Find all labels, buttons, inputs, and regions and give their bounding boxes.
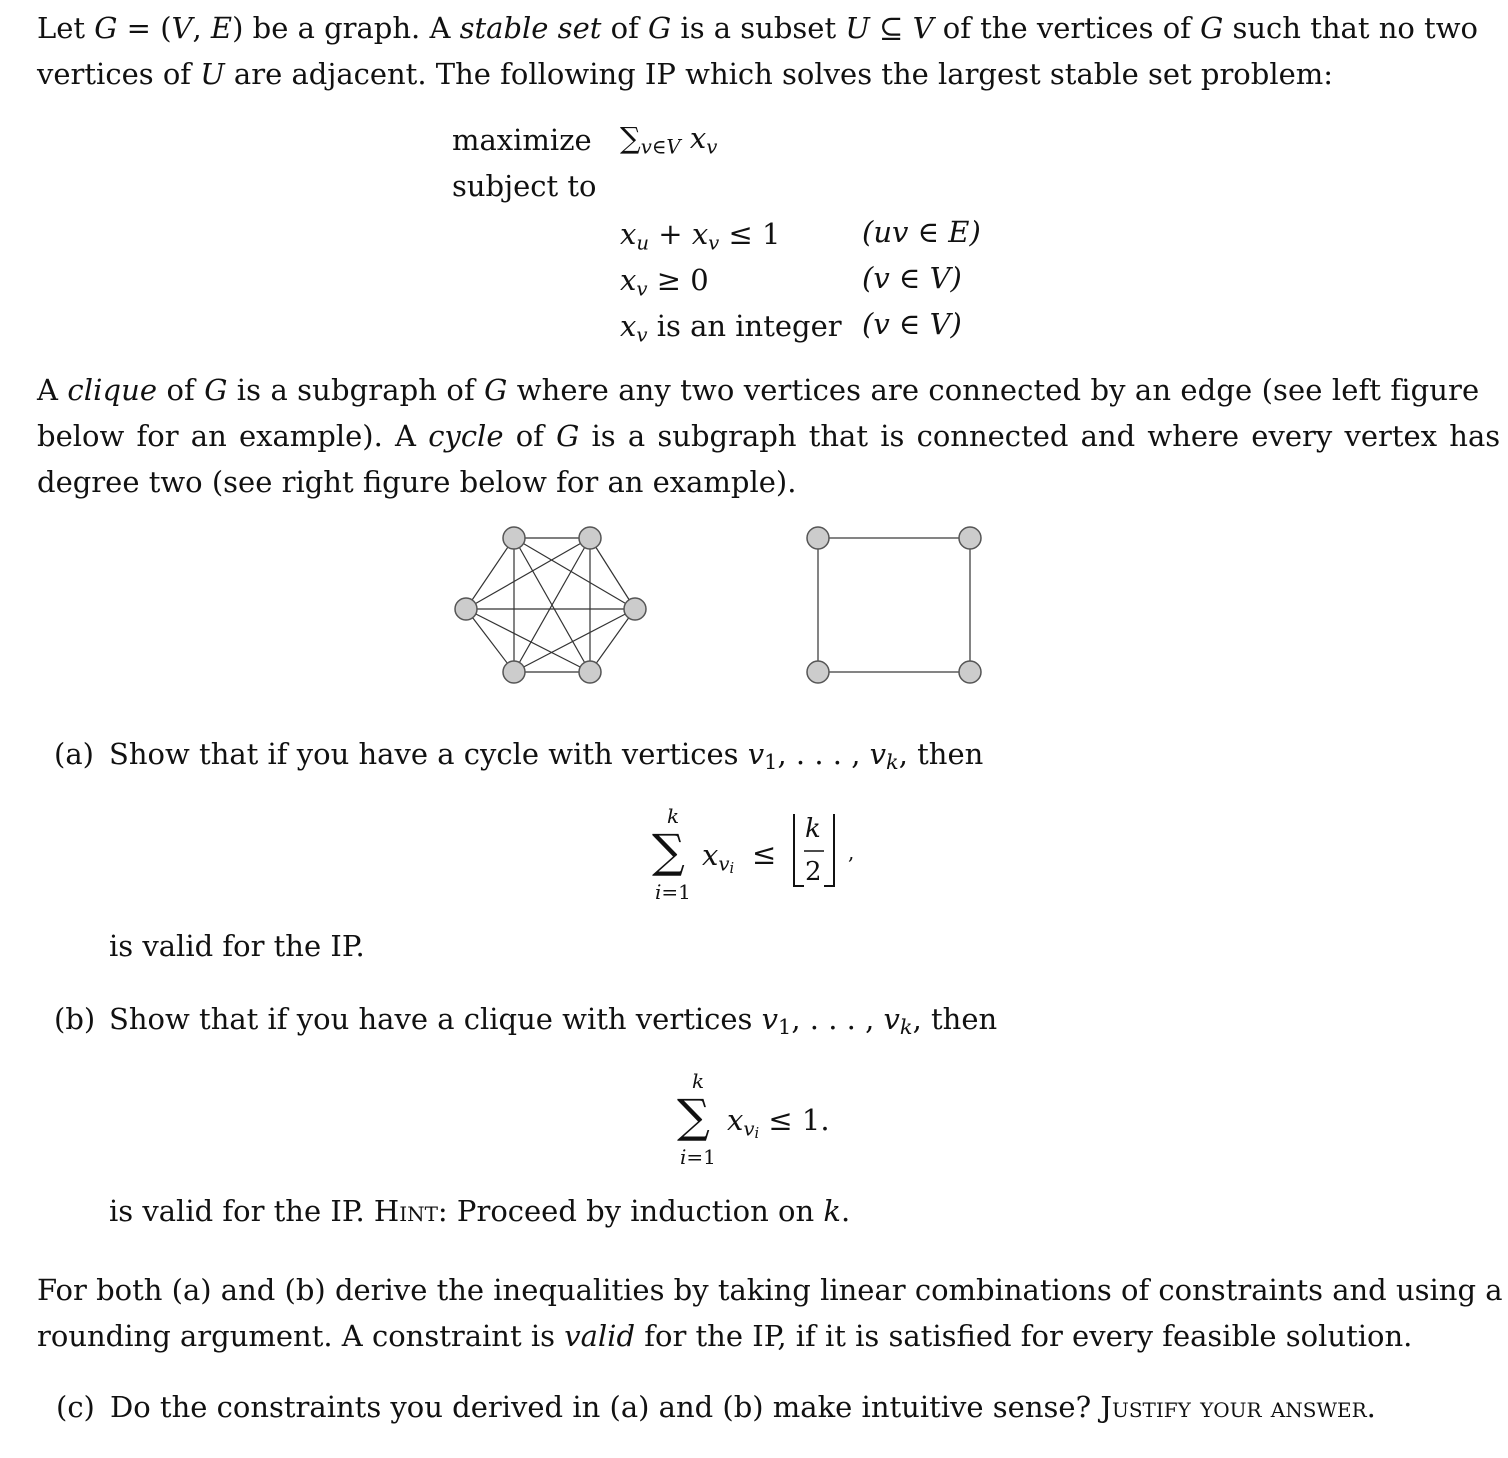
part-a-trailing-comma: , bbox=[848, 840, 855, 864]
justify-instruction: Justify your answer. bbox=[1100, 1390, 1376, 1424]
math-U: U bbox=[200, 57, 225, 91]
term-clique: clique bbox=[67, 373, 158, 407]
math-U: U bbox=[845, 11, 870, 45]
text: A bbox=[37, 373, 68, 407]
text: is valid for the IP. bbox=[109, 1194, 374, 1228]
subscript: v bbox=[743, 1117, 755, 1141]
part-a-conclusion: is valid for the IP. bbox=[109, 929, 365, 963]
text: is a subgraph that is connected and where every vertex has bbox=[579, 419, 1501, 453]
cycle-node bbox=[807, 527, 829, 549]
subsubscript: i bbox=[754, 1125, 760, 1142]
text: ) be a graph. A bbox=[232, 11, 460, 45]
part-a-relation: ≤ bbox=[752, 837, 777, 871]
math-G: G bbox=[648, 11, 672, 45]
clique-node bbox=[579, 661, 601, 683]
clique-node bbox=[579, 527, 601, 549]
text: , then bbox=[912, 1002, 998, 1036]
ip-constraint-2-rhs: (v ∈ V) bbox=[862, 261, 962, 295]
subscript: 1 bbox=[778, 1015, 792, 1040]
text: = ( bbox=[117, 11, 172, 45]
subscript: 1 bbox=[764, 750, 778, 775]
sum-subscript: v∈V bbox=[640, 135, 681, 159]
part-b-conclusion bbox=[109, 1194, 851, 1228]
text: is a subgraph of bbox=[227, 373, 485, 407]
math-V: V bbox=[912, 11, 934, 45]
cycle-node bbox=[959, 527, 981, 549]
math-G: G bbox=[94, 11, 118, 45]
var-v: v bbox=[747, 737, 765, 771]
subscript: u bbox=[636, 231, 650, 255]
var-x: x bbox=[620, 309, 637, 343]
text: , . . . , bbox=[791, 1002, 884, 1036]
ip-objective bbox=[620, 121, 718, 159]
part-b-sum-symbol: ∑ bbox=[677, 1089, 710, 1143]
var-x: x bbox=[620, 217, 637, 251]
cycle-node bbox=[807, 661, 829, 683]
part-a-statement bbox=[109, 737, 984, 775]
part-b-sum-upper: k bbox=[692, 1069, 705, 1093]
part-a-frac-denominator: 2 bbox=[805, 857, 822, 887]
math-V: V bbox=[171, 11, 193, 45]
part-b-label: (b) bbox=[54, 1002, 96, 1036]
ip-constraint-3-rhs: (v ∈ V) bbox=[862, 307, 962, 341]
text: is an integer bbox=[647, 309, 842, 343]
cycle-nodes bbox=[807, 527, 981, 683]
subsubscript: i bbox=[729, 860, 735, 877]
text: Show that if you have a cycle with vertices bbox=[109, 737, 748, 771]
var-x: x bbox=[727, 1103, 744, 1137]
math-G: G bbox=[484, 373, 508, 407]
text: Show that if you have a clique with vertices bbox=[109, 1002, 762, 1036]
text: , then bbox=[898, 737, 984, 771]
sum-symbol: ∑ bbox=[620, 121, 641, 155]
term-valid: valid bbox=[564, 1319, 636, 1353]
text: of bbox=[601, 11, 649, 45]
part-a-sum-symbol: ∑ bbox=[652, 824, 685, 878]
ip-constraint-1-rhs: (uv ∈ E) bbox=[862, 215, 981, 249]
subscript: v bbox=[718, 852, 730, 876]
cycle-edges bbox=[818, 538, 970, 672]
var-x: x bbox=[689, 121, 707, 155]
defs-line-2 bbox=[37, 419, 1501, 453]
part-a-term bbox=[702, 838, 735, 877]
clique-node bbox=[503, 661, 525, 683]
hint-label: Hint: bbox=[373, 1194, 448, 1228]
var-v: v bbox=[761, 1002, 779, 1036]
clique-figure bbox=[440, 518, 680, 698]
defs-line-3: degree two (see right figure below for an example). bbox=[37, 465, 797, 499]
var-x: x bbox=[620, 263, 637, 297]
part-c-label: (c) bbox=[56, 1390, 95, 1424]
ip-constraint-3-lhs bbox=[620, 309, 842, 347]
text: ⊆ bbox=[869, 11, 913, 45]
text: + bbox=[649, 217, 692, 251]
defs-line-1 bbox=[37, 373, 1480, 407]
part-a-frac-numerator: k bbox=[805, 814, 821, 844]
part-b-statement bbox=[109, 1002, 998, 1040]
closing-line-1: For both (a) and (b) derive the inequalities by taking linear combinations of constraints and using a bbox=[37, 1273, 1503, 1307]
text: Let bbox=[37, 11, 95, 45]
text: ≤ 1 bbox=[719, 217, 781, 251]
term-cycle: cycle bbox=[428, 419, 504, 453]
text: vertices of bbox=[37, 57, 201, 91]
var-v: v bbox=[883, 1002, 900, 1036]
clique-node bbox=[624, 598, 646, 620]
intro-line-2 bbox=[37, 57, 1334, 91]
term-stable-set: stable set bbox=[459, 11, 602, 45]
text: for the IP, if it is satisfied for every feasible solution. bbox=[635, 1319, 1413, 1353]
ip-constraint-1-lhs bbox=[620, 217, 781, 255]
text: of the vertices of bbox=[933, 11, 1201, 45]
text: where any two vertices are connected by an edge (see left figure bbox=[507, 373, 1480, 407]
subscript: v bbox=[636, 323, 648, 347]
subscript: v bbox=[708, 231, 720, 255]
clique-nodes bbox=[455, 527, 646, 683]
part-a-sum-upper: k bbox=[667, 804, 680, 828]
closing-line-2 bbox=[37, 1319, 1413, 1353]
text: , . . . , bbox=[777, 737, 870, 771]
text: of bbox=[503, 419, 557, 453]
cycle-node bbox=[959, 661, 981, 683]
math-G: G bbox=[556, 419, 580, 453]
clique-node bbox=[455, 598, 477, 620]
math-E: E bbox=[210, 11, 233, 45]
math-G: G bbox=[1200, 11, 1224, 45]
var-x: x bbox=[691, 217, 709, 251]
part-a-label: (a) bbox=[54, 737, 94, 771]
var-k: k bbox=[823, 1194, 841, 1228]
text: Proceed by induction on bbox=[447, 1194, 824, 1228]
clique-edges bbox=[466, 538, 635, 672]
text: . bbox=[840, 1194, 851, 1228]
subscript: k bbox=[886, 750, 899, 775]
text: rounding argument. A constraint is bbox=[37, 1319, 565, 1353]
text: are adjacent. The following IP which solves the largest stable set problem: bbox=[224, 57, 1334, 91]
text: of bbox=[157, 373, 205, 407]
relation: ≤ 1. bbox=[759, 1103, 830, 1137]
var-x: x bbox=[702, 838, 719, 872]
text: below for an example). A bbox=[37, 419, 429, 453]
cycle-figure bbox=[800, 520, 1000, 690]
ip-subject-to-label: subject to bbox=[452, 169, 597, 203]
var-v: v bbox=[869, 737, 887, 771]
subscript: v bbox=[636, 277, 648, 301]
part-b-term bbox=[727, 1103, 830, 1142]
clique-node bbox=[503, 527, 525, 549]
subscript: v bbox=[706, 135, 718, 159]
part-b-sum-lower: i=1 bbox=[680, 1145, 716, 1169]
part-a-sum-lower: i=1 bbox=[655, 880, 691, 904]
part-c-statement bbox=[110, 1390, 1376, 1424]
text: is a subset bbox=[671, 11, 846, 45]
text: , bbox=[192, 11, 211, 45]
text: ≥ 0 bbox=[647, 263, 709, 297]
text: Do the constraints you derived in (a) and (b) make intuitive sense? bbox=[110, 1390, 1101, 1424]
ip-constraint-2-lhs bbox=[620, 263, 709, 301]
ip-maximize-label: maximize bbox=[452, 123, 592, 157]
text: such that no two bbox=[1223, 11, 1478, 45]
subscript: k bbox=[899, 1015, 913, 1040]
math-G: G bbox=[204, 373, 228, 407]
intro-line-1 bbox=[37, 11, 1478, 45]
